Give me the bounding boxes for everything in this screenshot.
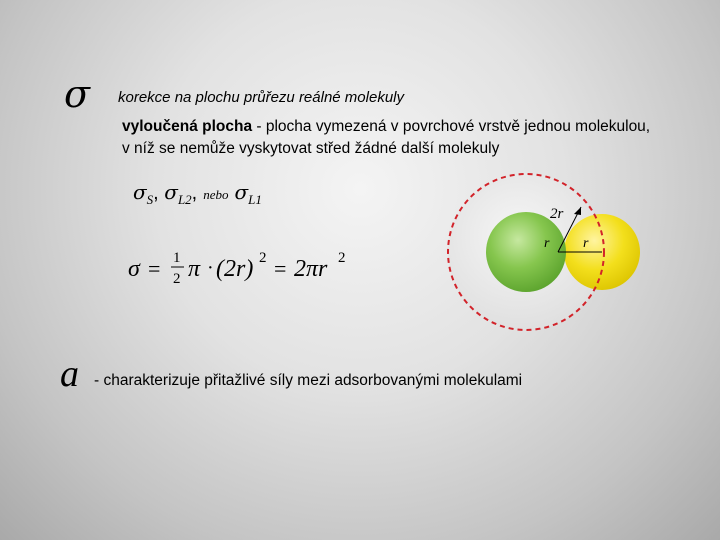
a-symbol: a xyxy=(60,353,79,395)
a-description: - charakterizuje přitažlivé síly mezi adsorbovanými molekulami xyxy=(94,372,523,389)
label-r1: r xyxy=(544,236,550,251)
excluded-area-diagram xyxy=(440,170,660,350)
sigma-symbol: σ xyxy=(64,72,90,116)
excluded-area-text: - plocha vymezená v povrchové vrstvě jednou molekulou, v níž se nemůže vyskytovat střed žádné další molekuly xyxy=(122,118,651,157)
formula-den: 2 xyxy=(173,271,181,287)
sigma-description: korekce na plochu průřezu reálné molekuly xyxy=(118,89,404,106)
formula-eq1: = xyxy=(148,256,161,281)
formula-paren: (2r) xyxy=(216,256,254,282)
sep-1: , xyxy=(153,182,159,204)
formula-exp2: 2 xyxy=(338,250,346,266)
sub-l1: L1 xyxy=(248,192,262,207)
sub-s: S xyxy=(146,192,154,207)
formula-pi: π xyxy=(188,256,201,282)
nebo-word: nebo xyxy=(203,187,229,202)
label-r2: r xyxy=(583,236,589,251)
formula-dot: · xyxy=(207,257,214,279)
excluded-area-term: vyloučená plocha xyxy=(122,118,253,135)
green-molecule xyxy=(486,212,566,292)
sigma-l1: σ xyxy=(234,180,249,204)
formula-eq2: = xyxy=(274,256,287,281)
formula-rhs: 2πr xyxy=(294,256,328,282)
sigma-s: σ xyxy=(133,180,147,204)
sep-2: , xyxy=(191,182,198,204)
sub-l2: L2 xyxy=(177,192,192,207)
excluded-area-formula xyxy=(128,246,368,296)
formula-num: 1 xyxy=(173,250,181,266)
formula-exp1: 2 xyxy=(259,250,267,266)
formula-sigma: σ xyxy=(128,256,140,282)
label-2r: 2r xyxy=(550,206,564,222)
sigma-l2: σ xyxy=(164,180,178,204)
sigma-variants xyxy=(133,180,262,208)
excluded-area-definition xyxy=(122,116,662,160)
